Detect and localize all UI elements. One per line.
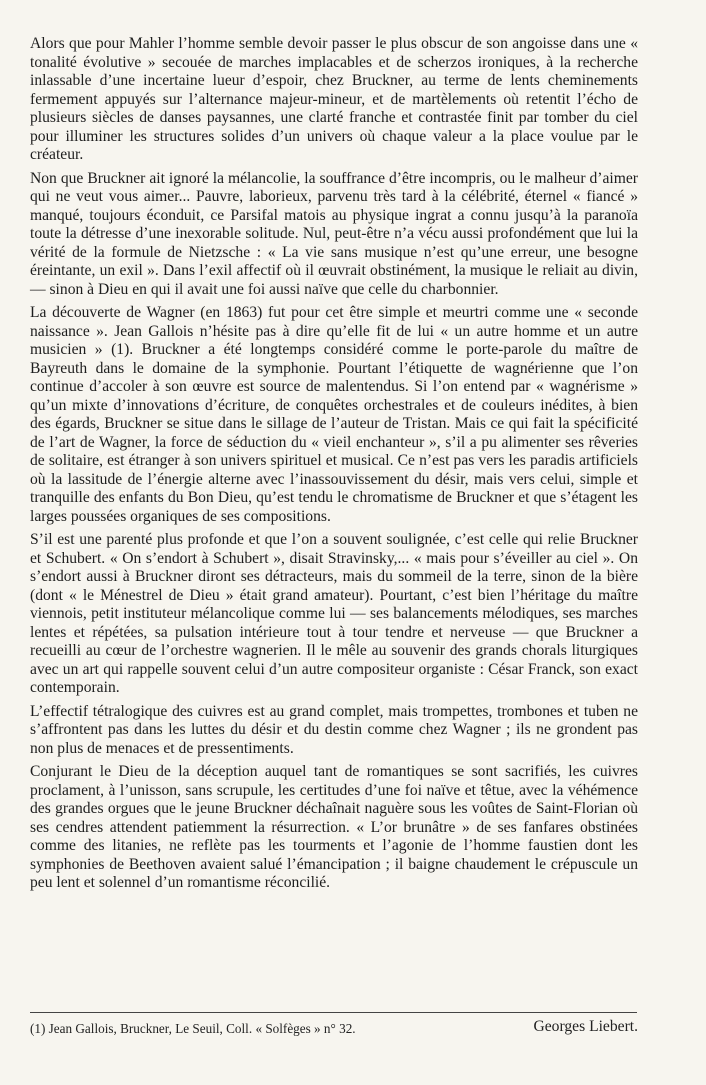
article-body [30,35,638,898]
paragraph-4: S’il est une parenté plus profonde et que l’on a souvent soulignée, c’est celle qui relie Bruckner et Schubert. « On s’endort à Schubert », disait Stravinsky,... « mais pour s’éveiller au ciel ». On s’endort aussi à Bruckner diront ses détracteurs, mais du sommeil de la terre, sinon de la bière (dont « le Ménestrel de Dieu » était grand amateur). Pourtant, c’est bien l’héritage du maître viennois, petit instituteur mélancolique comme lui — ses balancements mélodiques, ses marches lentes et répétées, sa pulsation intérieure tout à tour tendre et nerveuse — que Bruckner a recueilli au cœur de l’orchestre wagnerien. Il le mêle au souvenir des grands chorals liturgiques avec un art qui rappelle souvent celui d’un autre compositeur organiste : César Franck, son exact contemporain. [30,531,638,696]
paragraph-6: Conjurant le Dieu de la déception auquel tant de romantiques se sont sacrifiés, les cuivres proclament, à l’unisson, sans scrupule, les certitudes d’une foi naïve et têtue, avec la véhémence des grandes orgues que le jeune Bruckner déchaînait naguère sous les voûtes de Saint-Florian où ses cendres attendent patiemment la résurrection. « L’or brunâtre » de ses fanfares obstinées comme des litanies, ne reflète pas les tourments et l’agonie de l’homme faustien dont les symphonies de Beethoven avaient salué l’émancipation ; il baigne chaudement le crépuscule un peu lent et solennel d’un romantisme réconcilié. [30,763,638,891]
paragraph-2: Non que Bruckner ait ignoré la mélancolie, la souffrance d’être incompris, ou le malheur d’aimer qui ne veut vous aimer... Pauvre, laborieux, parvenu très tard à la célébrité, éternel « fiancé » manqué, toujours éconduit, ce Parsifal matois au physique ingrat a connu jusqu’à la paranoïa toute la détresse d’une inexorable solitude. Nul, peut-être n’a vécu aussi profondément que lui la vérité de la formule de Nietzsche : « La vie sans musique n’est qu’une erreur, une besogne éreintante, un exil ». Dans l’exil affectif où il œuvrait obstinément, la musique le reliait au divin, — sinon à Dieu en qui il avait une foi aussi naïve que celle du charbonnier. [30,169,638,298]
author-signature: Georges Liebert. [533,1018,638,1035]
footnote: (1) Jean Gallois, Bruckner, Le Seuil, Coll. « Solfèges » n° 32. [30,1021,356,1036]
paragraph-1: Alors que pour Mahler l’homme semble devoir passer le plus obscur de son angoisse dans une « tonalité évolutive » secouée de marches implacables et de scherzos ironiques, à la recherche inlassable d’une incertaine lueur d’espoir, chez Bruckner, au terme de lents cheminements fermement appuyés sur l’alternance majeur-mineur, et de martèlements où retentit l’écho de plusieurs siècles de danses paysannes, une clarté franche et contrastée finit par tomber du ciel pour illuminer les structures solides d’un univers où chaque valeur a la place voulue par le créateur. [30,35,638,163]
paragraph-3: La découverte de Wagner (en 1863) fut pour cet être simple et meurtri comme une « seconde naissance ». Jean Gallois n’hésite pas à dire qu’elle fit de lui « un autre homme et un autre musicien » (1). Bruckner a été longtemps considéré comme le porte-parole du maître de Bayreuth dans le domaine de la symphonie. Pourtant l’étiquette de wagnérienne que l’on continue d’accoler à son œuvre est source de malentendus. Si l’on entend par « wagnérisme » qu’un mixte d’innovations d’écriture, de conquêtes orchestrales et de couleurs inédites, à bien des égards, Bruckner se situe dans le sillage de l’auteur de Tristan. Mais ce qui fait la spécificité de l’art de Wagner, la force de séduction du « vieil enchanteur », s’il a pu alimenter ses rêveries de solitaire, est étranger à son univers spirituel et musical. Ce n’est pas vers les paradis artificiels où la lassitude de l’énergie alterne avec l’inassouvissement du désir, mais vers celui, simple et tranquille des enfants du Bon Dieu, qu’est tendu le chromatisme de Bruckner et que s’étagent les larges poussées organiques de ses compositions. [30,304,638,525]
paragraph-5: L’effectif tétralogique des cuivres est au grand complet, mais trompettes, trombones et tuben ne s’affrontent pas dans les luttes du désir et du destin comme chez Wagner ; ils ne grondent pas non plus de menaces et de pressentiments. [30,702,638,757]
footnote-divider [30,1012,637,1013]
